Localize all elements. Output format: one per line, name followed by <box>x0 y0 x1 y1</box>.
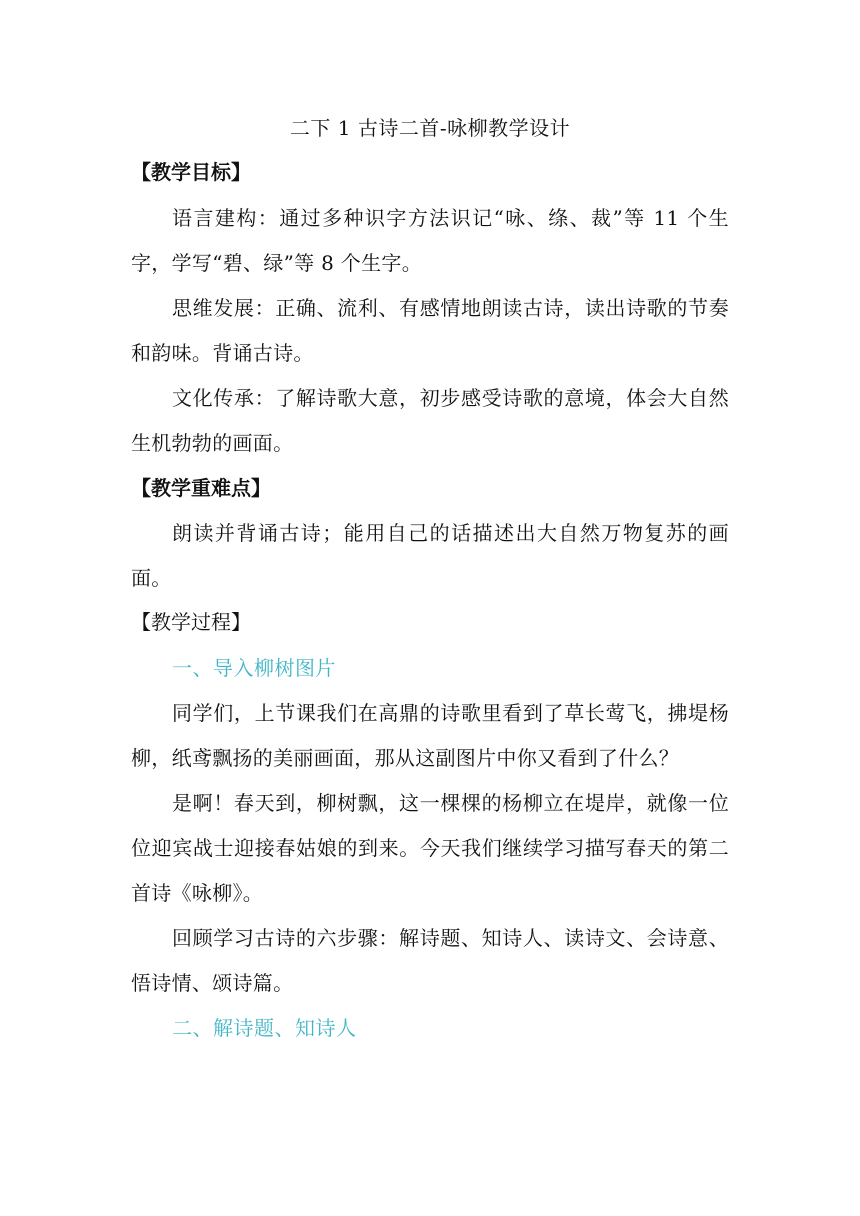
key-points-heading: 【教学重难点】 <box>131 476 271 500</box>
section-1-paragraph: 是啊！春天到，柳树飘，这一棵棵的杨柳立在堤岸，就像一位位迎宾战士迎接春姑娘的到来。今天我们继续学习描写春天的第二首诗《咏柳》。 <box>131 791 729 905</box>
goals-heading: 【教学目标】 <box>131 160 251 184</box>
section-1-paragraph: 同学们，上节课我们在高鼎的诗歌里看到了草长莺飞，拂堤杨柳，纸鸢飘扬的美丽画面，那从这副图片中你又看到了什么？ <box>131 701 729 770</box>
goal-language: 语言建构：通过多种识字方法识记“咏、绦、裁”等 11 个生字，学写“碧、绿”等 8 个生字。 <box>131 206 729 275</box>
section-2-title: 二、解诗题、知诗人 <box>172 1016 357 1040</box>
goal-thinking: 思维发展：正确、流利、有感情地朗读古诗，读出诗歌的节奏和韵味。背诵古诗。 <box>131 296 729 365</box>
goal-culture: 文化传承：了解诗歌大意，初步感受诗歌的意境，体会大自然生机勃勃的画面。 <box>131 386 729 455</box>
section-1-title: 一、导入柳树图片 <box>172 656 336 680</box>
section-1-paragraph: 回顾学习古诗的六步骤：解诗题、知诗人、读诗文、会诗意、悟诗情、颂诗篇。 <box>131 926 729 995</box>
process-heading: 【教学过程】 <box>131 610 251 634</box>
key-points-text: 朗读并背诵古诗；能用自己的话描述出大自然万物复苏的画面。 <box>131 521 729 590</box>
document-title: 二下 1 古诗二首-咏柳教学设计 <box>289 116 571 140</box>
